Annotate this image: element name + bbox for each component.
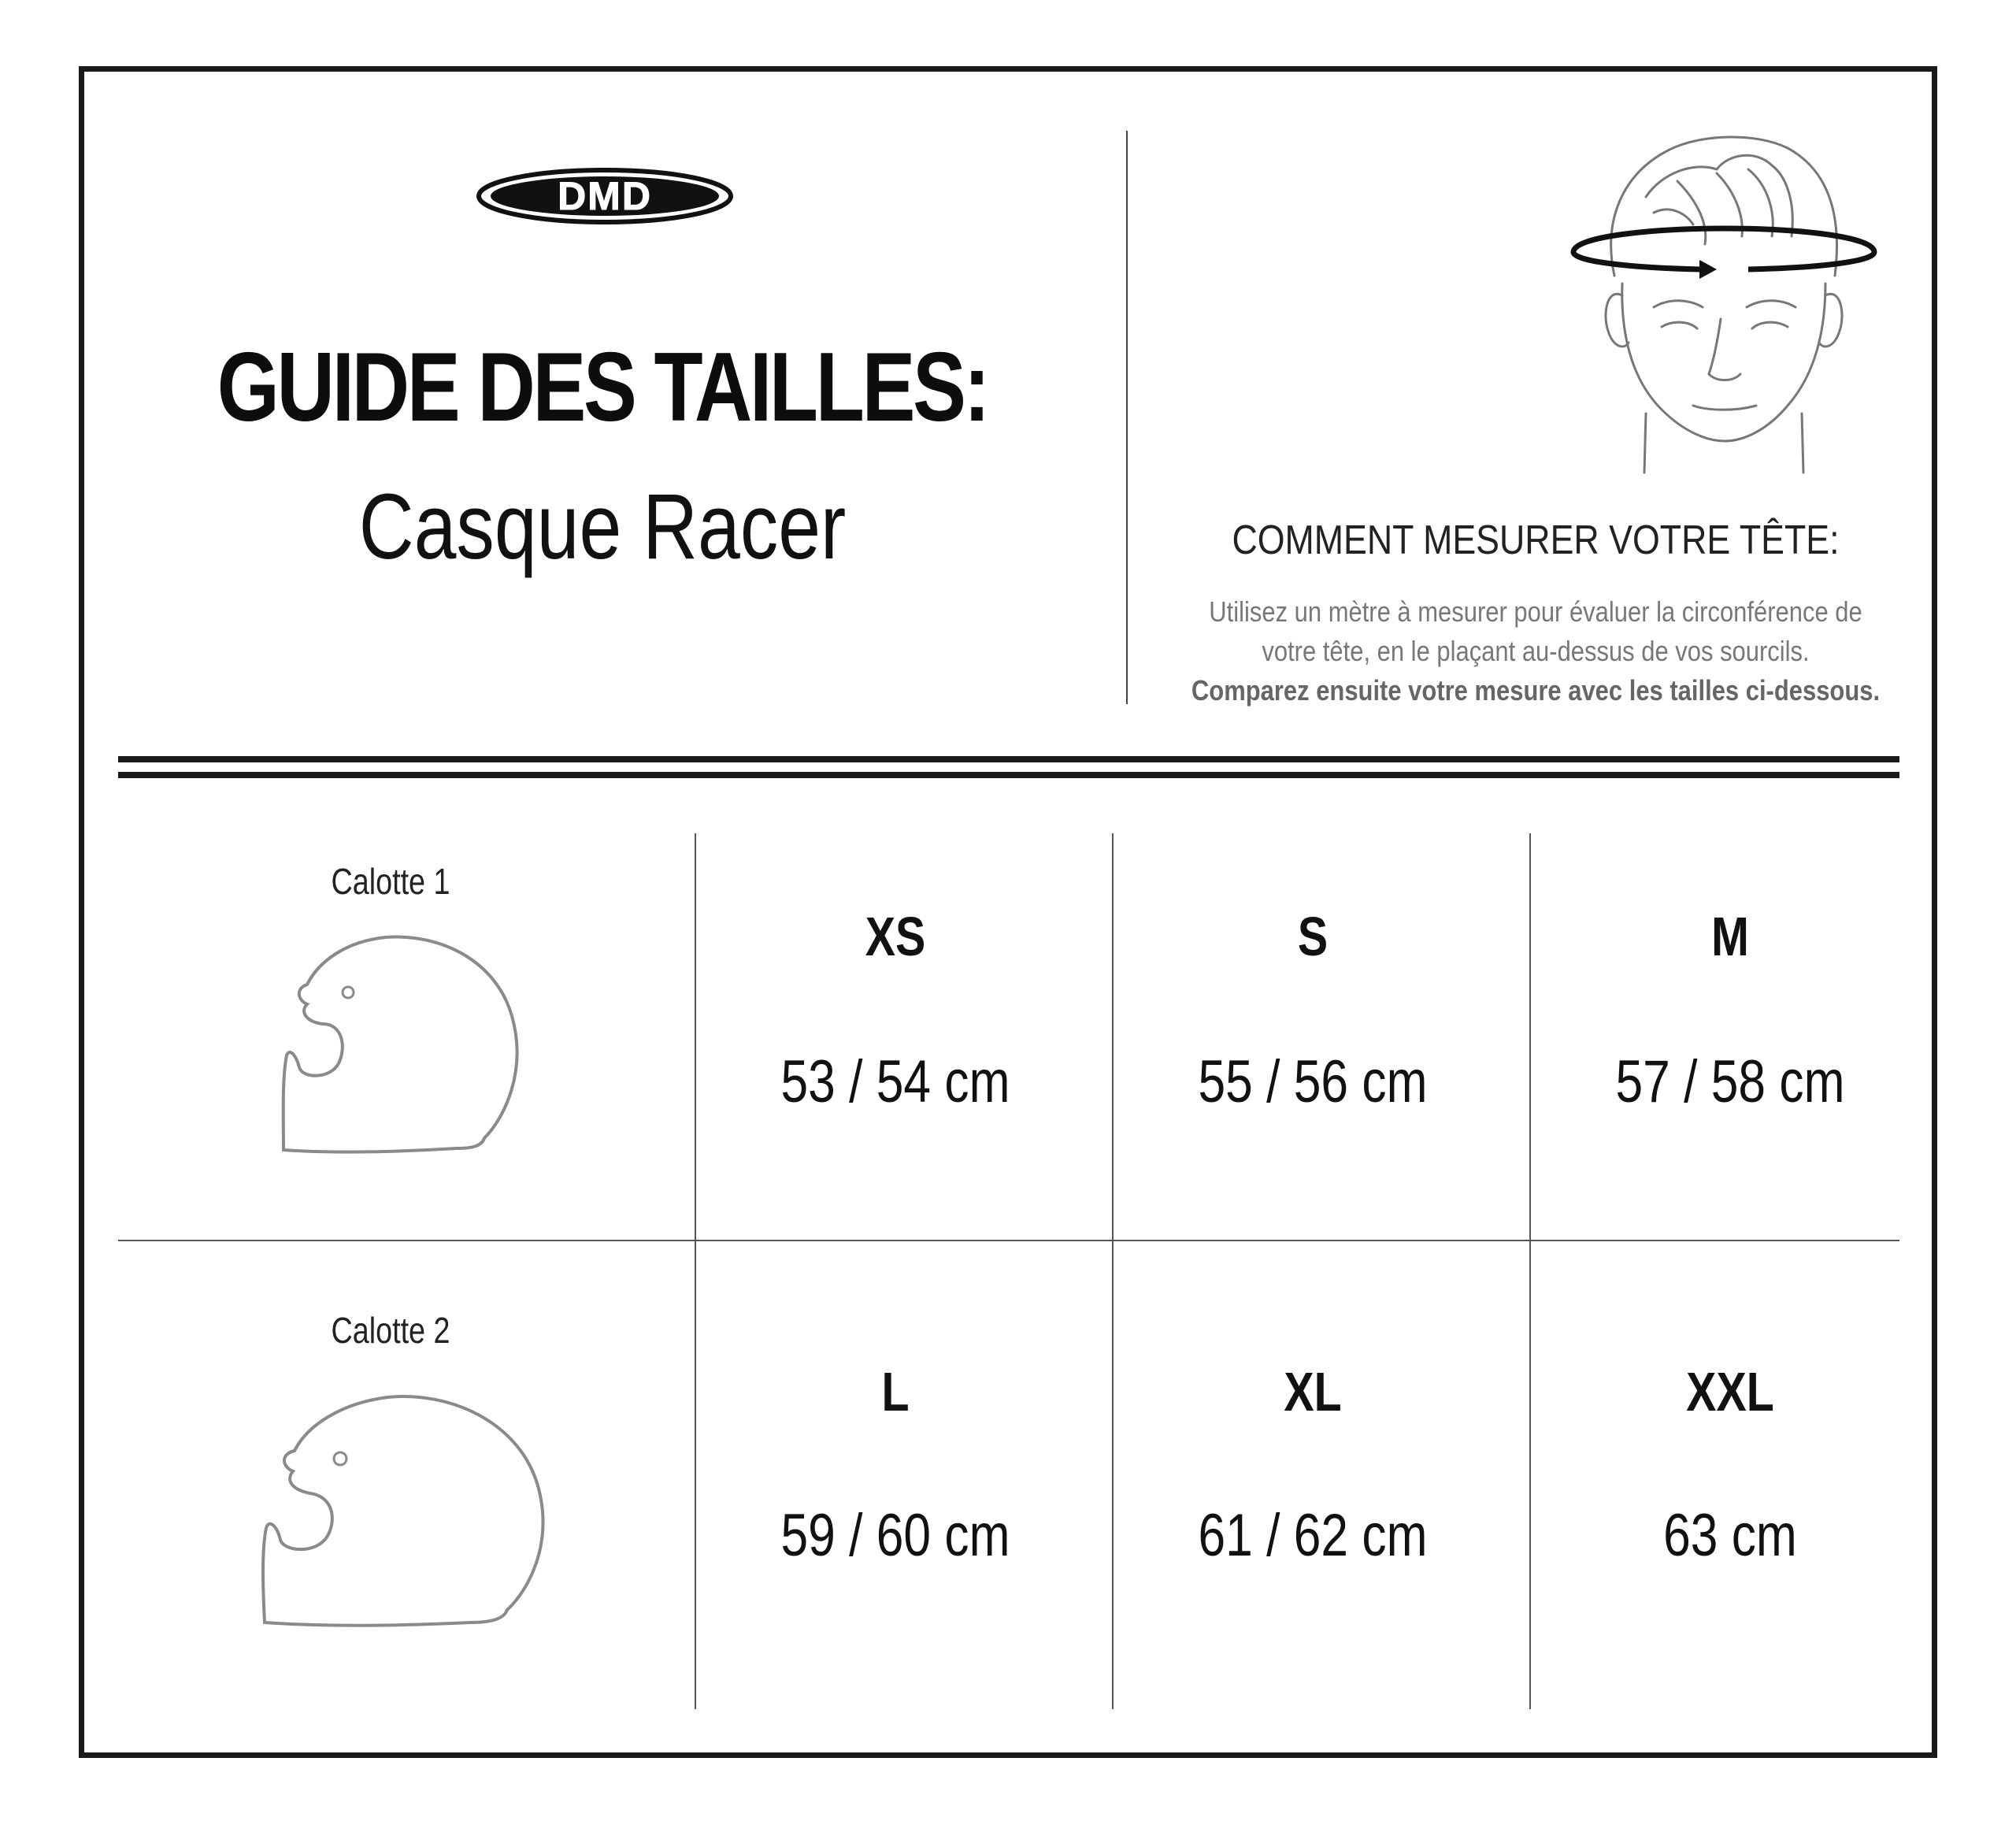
- size-measure: 57 / 58 cm: [1615, 1048, 1845, 1115]
- size-label: XL: [1284, 1361, 1342, 1422]
- double-rule-top: [118, 756, 1899, 762]
- how-to-line-2: votre tête, en le plaçant au-dessus de vos sourcils.: [1262, 635, 1810, 667]
- size-measure: 55 / 56 cm: [1198, 1048, 1428, 1115]
- dmd-logo: [476, 167, 734, 225]
- table-column-divider: [695, 833, 696, 1709]
- shell-label: Calotte 2: [331, 1310, 450, 1351]
- size-measure: 63 cm: [1663, 1502, 1797, 1569]
- size-measure: 61 / 62 cm: [1198, 1502, 1428, 1569]
- size-label: M: [1711, 906, 1749, 967]
- how-to-title: COMMENT MESURER VOTRE TÊTE:: [1232, 517, 1840, 563]
- shell-label: Calotte 1: [331, 861, 450, 902]
- size-label: L: [881, 1361, 910, 1422]
- page-title: GUIDE DES TAILLES:: [217, 333, 988, 442]
- size-label: S: [1297, 906, 1329, 967]
- head-measure-icon: [1559, 126, 1890, 480]
- how-to-instructions: [1190, 592, 1881, 710]
- size-measure: 53 / 54 cm: [780, 1048, 1010, 1115]
- size-measure: 59 / 60 cm: [780, 1502, 1010, 1569]
- header-divider: [1126, 131, 1128, 704]
- size-label: XXL: [1686, 1361, 1774, 1422]
- helmet-outline-icon: [276, 929, 528, 1166]
- table-column-divider: [1112, 833, 1114, 1709]
- how-to-line-3: Comparez ensuite votre mesure avec les tailles ci-dessous.: [1191, 674, 1881, 706]
- logo-text: DMD: [558, 174, 652, 218]
- page-subtitle: Casque Racer: [358, 475, 847, 579]
- how-to-line-1: Utilisez un mètre à mesurer pour évaluer la circonférence de: [1209, 595, 1862, 628]
- table-column-divider: [1529, 833, 1531, 1709]
- table-row-divider: [118, 1240, 1899, 1241]
- size-label: XS: [865, 906, 926, 967]
- helmet-outline-icon: [254, 1386, 553, 1638]
- double-rule-bottom: [118, 772, 1899, 778]
